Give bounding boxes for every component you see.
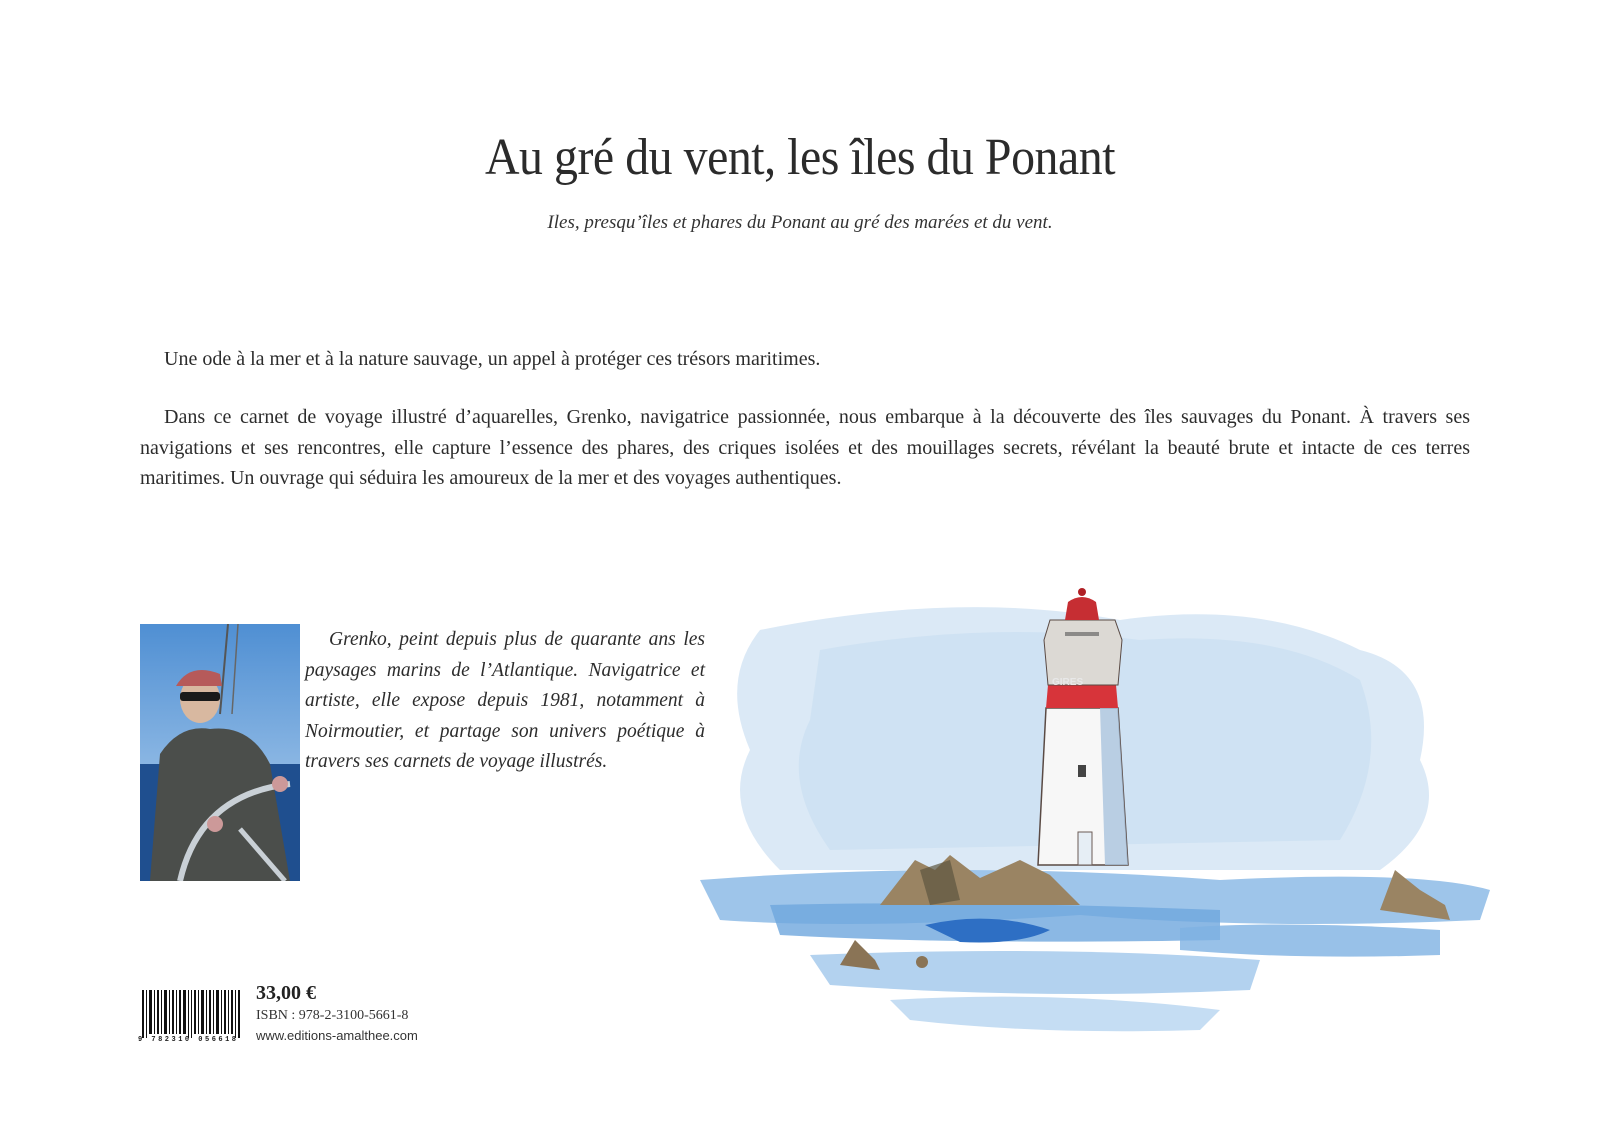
price: 33,00 € [256,982,316,1004]
author-photo [140,624,300,881]
book-title: Au gré du vent, les îles du Ponant [484,129,1116,186]
lighthouse-label: GIRES [1052,677,1084,688]
watercolor-lighthouse-illustration [660,560,1600,1080]
isbn: ISBN : 978-2-3100-5661-8 [256,1008,409,1023]
blurb-paragraph-1: Une ode à la mer et à la nature sauvage, un appel à protéger ces trésors maritimes. [164,348,821,370]
publisher-website[interactable]: www.editions-amalthee.com [256,1028,418,1043]
barcode-digits: 9 782310 056618 [138,1036,239,1044]
isbn-barcode [142,990,242,1038]
blurb-paragraph-2: Dans ce carnet de voyage illustré d’aquarelles, Grenko, navigatrice passionnée, nous embarque à la découverte des îles sauvages du Ponant. À travers ses navigations et ses rencontres, elle capture l’essence des phares, des criques isolées et des mouillages secrets, révélant la beauté brute et intacte de ces terres maritimes. Un ouvrage qui séduira les amoureux de la mer et des voyages authentiques. [140,406,1470,489]
author-bio: Grenko, peint depuis plus de quarante ans les paysages marins de l’Atlantique. Navigatrice et artiste, elle expose depuis 1981, notamment à Noirmoutier, et partage son univers poétique à travers ses carnets de voyage illustrés. [305,629,705,772]
book-subtitle: Iles, presqu’îles et phares du Ponant au gré des marées et du vent. [547,212,1053,233]
